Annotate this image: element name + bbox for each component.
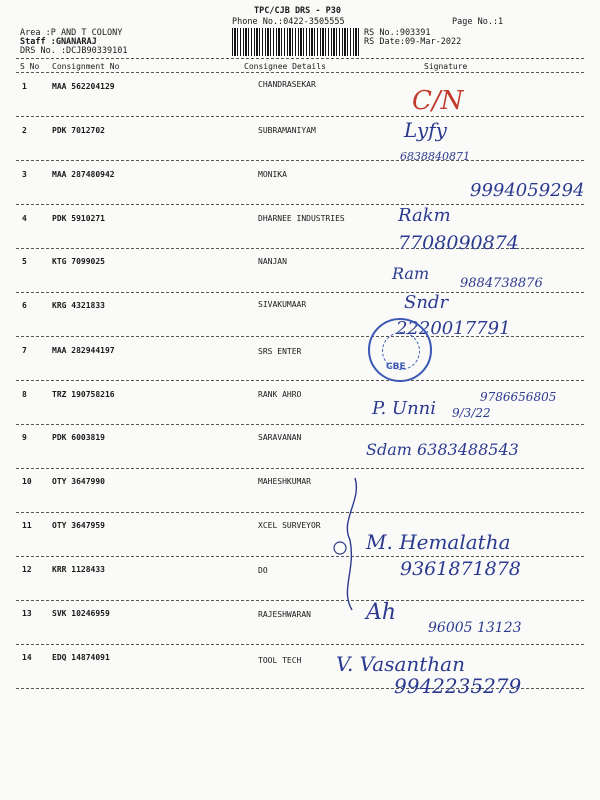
col-consignment: Consignment No	[52, 62, 120, 71]
row-divider	[16, 556, 584, 557]
row-consignment: MAA 287480942	[52, 170, 115, 179]
row-consignee: SUBRAMANIYAM	[258, 126, 316, 135]
barcode	[232, 28, 360, 56]
signature-row-9: Sdam 6383488543	[366, 440, 519, 459]
row-consignment: MAA 282944197	[52, 346, 115, 355]
row-consignment: KRR 1128433	[52, 565, 105, 574]
row-divider	[16, 292, 584, 293]
signature-row-13: Ah	[366, 600, 397, 625]
phone-number: Phone No.:0422-3505555	[232, 17, 345, 27]
signature-row-5: Ram	[392, 264, 430, 283]
column-header-divider	[16, 72, 584, 73]
row-consignee: DHARNEE INDUSTRIES	[258, 214, 345, 223]
row-sno: 11	[22, 521, 32, 530]
col-signature: Signature	[424, 62, 468, 71]
row-consignment: KRG 4321833	[52, 301, 105, 310]
signature-row-6-phone: 2220017791	[396, 318, 511, 339]
signature-row-14: V. Vasanthan	[336, 652, 465, 676]
row-sno: 1	[22, 82, 27, 91]
company-stamp	[368, 318, 432, 382]
row-consignment: KTG 7099025	[52, 257, 105, 266]
signature-row-2-phone: 6838840871	[400, 150, 470, 163]
row-consignee: XCEL SURVEYOR	[258, 521, 321, 530]
row-consignment: PDK 6003819	[52, 433, 105, 442]
row-consignee: CHANDRASEKAR	[258, 80, 316, 89]
signature-row-14-phone: 9942235279	[394, 674, 522, 698]
row-consignment: EDQ 14874091	[52, 653, 110, 662]
row-sno: 6	[22, 301, 27, 310]
row-consignment: OTY 3647959	[52, 521, 105, 530]
signature-row-11-phone: 9361871878	[400, 558, 521, 580]
row-consignment: OTY 3647990	[52, 477, 105, 486]
signature-row-4-phone: 7708090874	[398, 232, 519, 254]
row-consignee: RAJESHWARAN	[258, 610, 311, 619]
row-sno: 14	[22, 653, 32, 662]
row-consignee: MONIKA	[258, 170, 287, 179]
row-sno: 13	[22, 609, 32, 618]
row-divider	[16, 380, 584, 381]
row-consignee: RANK AHRO	[258, 390, 302, 399]
signature-row-4: Rakm	[398, 205, 451, 226]
signature-row-8: P. Unni	[372, 398, 437, 419]
row-consignee: TOOL TECH	[258, 656, 302, 665]
row-divider	[16, 644, 584, 645]
row-consignee: SARAVANAN	[258, 433, 302, 442]
row-divider	[16, 204, 584, 205]
row-consignee: NANJAN	[258, 257, 287, 266]
row-divider	[16, 116, 584, 117]
row-consignee: DO	[258, 566, 268, 575]
row-consignee: SIVAKUMAAR	[258, 300, 307, 309]
signature-row-1: C/N	[412, 86, 464, 116]
rs-number: RS No.:903391	[364, 28, 431, 38]
signature-row-8-phone: 9786656805	[480, 390, 557, 404]
page-number: Page No.:1	[452, 17, 504, 27]
row-divider	[16, 512, 584, 513]
col-sno: S No	[20, 62, 40, 71]
row-sno: 3	[22, 170, 27, 179]
stamp-text: CBE	[386, 362, 406, 372]
staff-label: Staff :GNANARAJ	[20, 37, 97, 47]
row-divider	[16, 424, 584, 425]
signature-row-11: M. Hemalatha	[366, 530, 511, 554]
signature-row-2: Lyfy	[404, 118, 447, 142]
signature-row-6: Sndr	[404, 292, 449, 313]
row-consignment: SVK 10246959	[52, 609, 110, 618]
row-consignment: MAA 562204129	[52, 82, 115, 91]
row-consignment: TRZ 190758216	[52, 390, 115, 399]
drs-number: DRS No. :DCJB90339101	[20, 46, 128, 56]
signature-row-13-phone: 96005 13123	[428, 620, 522, 636]
row-sno: 4	[22, 214, 27, 223]
row-consignment: PDK 7012702	[52, 126, 105, 135]
row-consignee: MAHESHKUMAR	[258, 477, 311, 486]
area-label: Area :P AND T COLONY	[20, 28, 123, 38]
signature-row-3: 9994059294	[470, 180, 585, 201]
row-sno: 10	[22, 477, 32, 486]
row-divider	[16, 468, 584, 469]
signature-row-5-phone: 9884738876	[460, 276, 543, 291]
rs-date: RS Date:09-Mar-2022	[364, 37, 462, 47]
header-divider	[16, 58, 584, 59]
row-sno: 5	[22, 257, 27, 266]
row-consignee: SRS ENTER	[258, 347, 302, 356]
row-sno: 12	[22, 565, 32, 574]
row-divider	[16, 160, 584, 161]
document-title: TPC/CJB DRS - P30	[254, 6, 341, 16]
row-divider	[16, 600, 584, 601]
row-sno: 9	[22, 433, 27, 442]
signature-row-8-date: 9/3/22	[452, 406, 491, 420]
row-sno: 8	[22, 390, 27, 399]
row-sno: 7	[22, 346, 27, 355]
row-sno: 2	[22, 126, 27, 135]
col-consignee: Consignee Details	[244, 62, 326, 71]
row-consignment: PDK 5910271	[52, 214, 105, 223]
